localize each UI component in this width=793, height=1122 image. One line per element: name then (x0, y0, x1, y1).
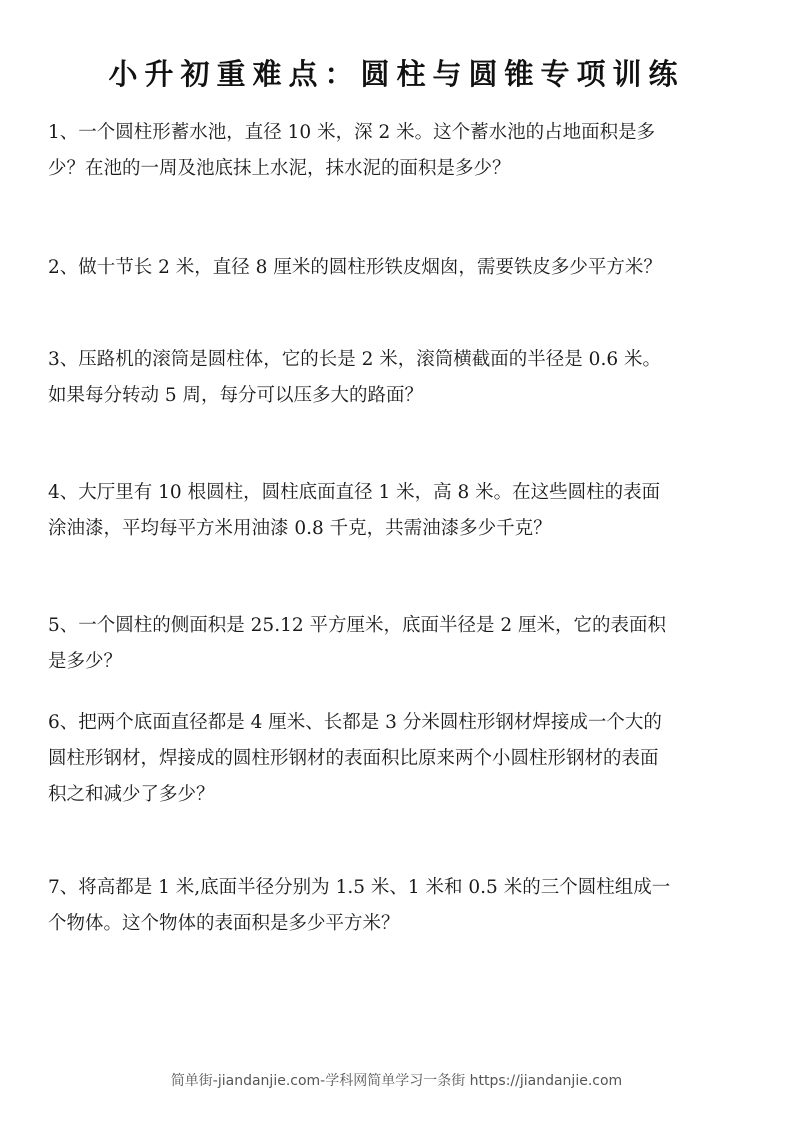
question-line: 7、将高都是 1 米,底面半径分别为 1.5 米、1 米和 0.5 米的三个圆柱组成一 (48, 877, 671, 898)
question-line: 4、大厅里有 10 根圆柱，圆柱底面直径 1 米，高 8 米。在这些圆柱的表面 (48, 482, 661, 503)
question-line: 涂油漆，平均每平方米用油漆 0.8 千克，共需油漆多少千克？ (48, 518, 552, 539)
question-5 (48, 608, 758, 680)
question-4 (48, 475, 758, 547)
question-1 (48, 115, 758, 187)
question-line: 少？在池的一周及池底抹上水泥，抹水泥的面积是多少？ (48, 158, 511, 179)
page-title: 小升初重难点：圆柱与圆锥专项训练 (108, 57, 685, 91)
question-line: 1、一个圆柱形蓄水池，直径 10 米，深 2 米。这个蓄水池的占地面积是多 (48, 122, 656, 143)
question-line: 是多少？ (48, 651, 123, 672)
question-2 (48, 250, 758, 286)
question-7 (48, 870, 758, 942)
footer-watermark: 简单街-jiandanjie.com-学科网简单学习一条街 https://jiandanjie.com (170, 1073, 623, 1089)
question-3 (48, 342, 758, 414)
question-line: 圆柱形钢材，焊接成的圆柱形钢材的表面积比原来两个小圆柱形钢材的表面 (48, 748, 659, 769)
question-line: 6、把两个底面直径都是 4 厘米、长都是 3 分米圆柱形钢材焊接成一个大的 (48, 712, 662, 733)
question-line: 个物体。这个物体的表面积是多少平方米？ (48, 913, 400, 934)
question-6 (48, 705, 758, 813)
question-line: 积之和减少了多少？ (48, 784, 215, 805)
question-line: 5、一个圆柱的侧面积是 25.12 平方厘米，底面半径是 2 厘米，它的表面积 (48, 615, 667, 636)
question-line: 如果每分转动 5 周，每分可以压多大的路面？ (48, 385, 424, 406)
question-line: 3、压路机的滚筒是圆柱体，它的长是 2 米，滚筒横截面的半径是 0.6 米。 (48, 349, 661, 370)
question-line: 2、做十节长 2 米，直径 8 厘米的圆柱形铁皮烟囱，需要铁皮多少平方米？ (48, 257, 662, 278)
